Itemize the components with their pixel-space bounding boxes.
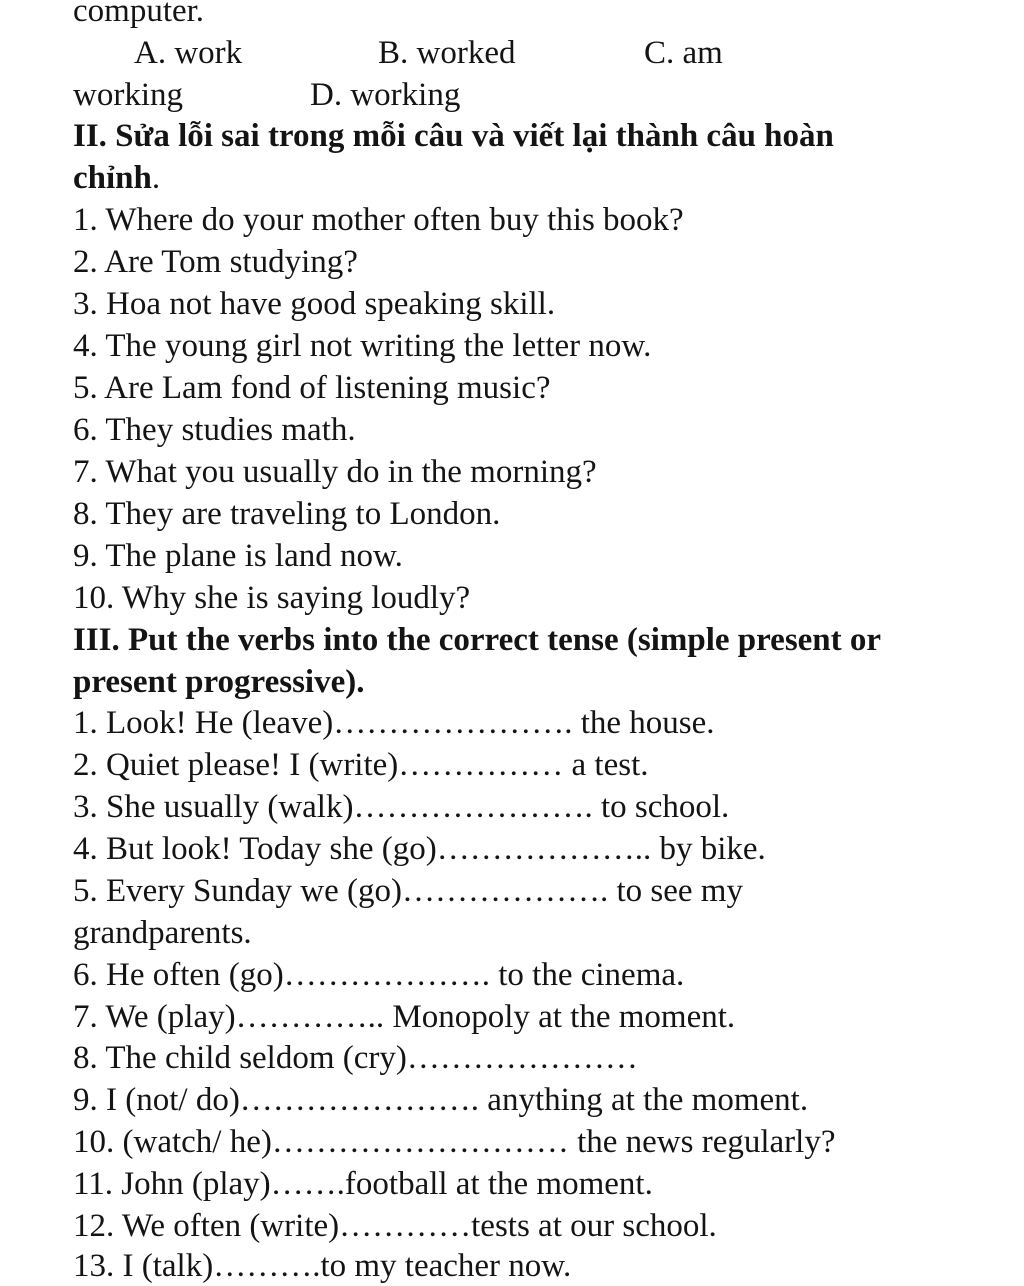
section2-item: 9. The plane is land now. (73, 538, 403, 574)
section3-item: 3. She usually (walk)…………………. to school. (73, 789, 730, 825)
section2-item: 1. Where do your mother often buy this book? (73, 202, 684, 238)
section2-item: 4. The young girl not writing the letter now. (73, 328, 652, 364)
section2-item: 7. What you usually do in the morning? (73, 454, 597, 490)
section3-item: 11. John (play)…….football at the moment. (73, 1166, 653, 1202)
section2-item: 6. They studies math. (73, 412, 356, 448)
section2-item: 10. Why she is saying loudly? (73, 580, 471, 616)
section3-item: 4. But look! Today she (go)……………….. by bike. (73, 831, 766, 867)
section2-heading-word: chỉnh (73, 160, 152, 196)
section3-item: 1. Look! He (leave)…………………. the house. (73, 705, 715, 741)
section3-item: 13. I (talk)……….to my teacher now. (73, 1248, 572, 1284)
section3-item: 9. I (not/ do)…………………. anything at the moment. (73, 1082, 809, 1118)
section3-item: 5. Every Sunday we (go)………………. to see my (73, 873, 743, 909)
section3-heading-cont: present progressive). (73, 664, 365, 700)
section2-heading: II. Sửa lỗi sai trong mỗi câu và viết lại thành câu hoàn (73, 118, 834, 154)
part1-line-computer: computer. (73, 0, 205, 29)
section2-heading-period: . (151, 160, 161, 196)
option-a: A. work (134, 35, 243, 71)
option-c: C. am (644, 35, 723, 71)
section3-item-cont: grandparents. (73, 915, 252, 951)
section3-heading: III. Put the verbs into the correct tense (simple present or (73, 622, 882, 658)
section3-item: 10. (watch/ he)……………………… the news regularly? (73, 1124, 836, 1160)
section3-item: 2. Quiet please! I (write)…………… a test. (73, 747, 649, 783)
section3-item: 12. We often (write)…………tests at our school. (73, 1208, 717, 1244)
section2-item: 2. Are Tom studying? (73, 244, 358, 280)
option-d: D. working (310, 77, 461, 113)
section2-item: 3. Hoa not have good speaking skill. (73, 286, 556, 322)
section3-item: 6. He often (go)………………. to the cinema. (73, 957, 685, 993)
section2-item: 5. Are Lam fond of listening music? (73, 370, 551, 406)
section3-item: 7. We (play)………….. Monopoly at the moment. (73, 999, 736, 1035)
option-b: B. worked (378, 35, 516, 71)
section3-item: 8. The child seldom (cry)………………… (73, 1040, 638, 1076)
section2-heading-cont (73, 158, 160, 198)
option-c-continued: working (73, 77, 183, 113)
section2-item: 8. They are traveling to London. (73, 496, 501, 532)
